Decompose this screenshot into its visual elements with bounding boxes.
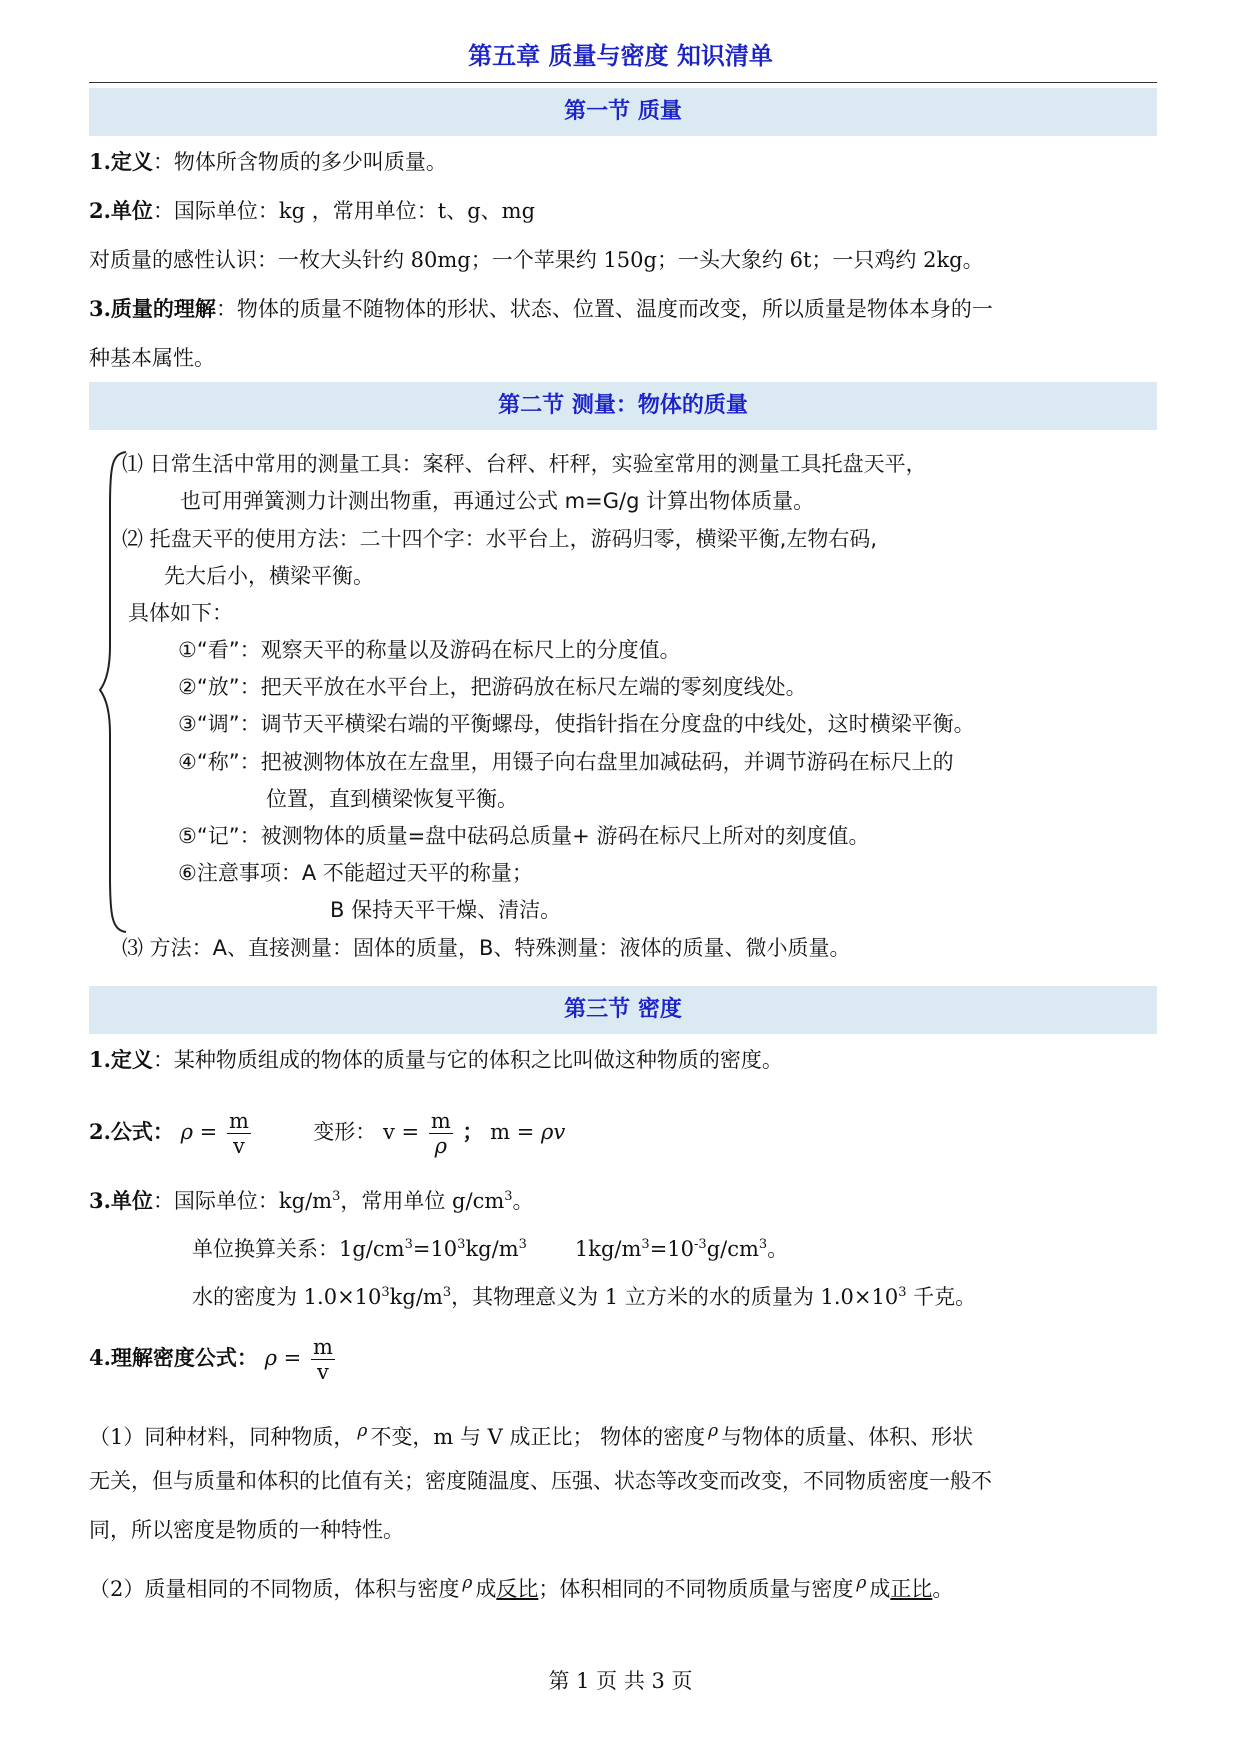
- rho-symbol-4: ρ: [708, 1421, 719, 1441]
- water-sup-1: 3: [381, 1285, 390, 1300]
- water-a: 水的密度为 1.0×10: [192, 1285, 382, 1309]
- conv-f: g/cm: [706, 1237, 759, 1261]
- rho-symbol-6: ρ: [856, 1573, 867, 1593]
- meas-line-10: 位置，直到横梁恢复平衡。: [266, 787, 518, 811]
- sec1-unit-label: 2.单位: [89, 198, 153, 223]
- meas-line-6: ①“看”：观察天平的称量以及游码在标尺上的分度值。: [178, 638, 681, 662]
- conv-sup-1: 3: [404, 1237, 413, 1252]
- meas-line-8: ③“调”：调节天平横梁右端的平衡螺母，使指针指在分度盘的中线处，这时横梁平衡。: [178, 712, 975, 736]
- sec1-unit-text: ：国际单位：kg ，常用单位：t、g、mg: [152, 199, 536, 223]
- p2-direct-proportion: 正比: [890, 1577, 933, 1601]
- fraction-denominator-3: v: [316, 1360, 329, 1384]
- sec3-understand-formula: [89, 1332, 1169, 1384]
- sec3-formula-label: 2.公式：: [89, 1119, 174, 1144]
- fraction-numerator-3: m: [312, 1335, 333, 1359]
- p2-d: 成: [869, 1577, 891, 1601]
- equals-sign-4: =: [283, 1346, 302, 1370]
- p2-b: 成: [475, 1577, 497, 1601]
- sec3-para1-line3: 同，所以密度是物质的一种特性。: [89, 1518, 404, 1542]
- conv-sup-3: 3: [518, 1237, 527, 1252]
- meas-line-1: ⑴ 日常生活中常用的测量工具：案秤、台秤、杆秤，实验室常用的测量工具托盘天平，: [122, 452, 927, 476]
- sec3-unit-sup-b: 3: [504, 1189, 513, 1204]
- water-d: 千克。: [906, 1285, 977, 1309]
- sec3-formula: [89, 1106, 1169, 1158]
- v-lhs: v: [382, 1120, 395, 1144]
- title-rule: [89, 82, 1157, 83]
- measurement-image-block: [98, 446, 1158, 976]
- sec1-definition-text: ：物体所含物质的多少叫质量。: [152, 150, 447, 174]
- sec3-definition: [89, 1045, 1169, 1075]
- meas-line-9: ④“称”：把被测物体放在左盘里，用镊子向右盘里加减砝码，并调节游码在标尺上的: [178, 750, 954, 774]
- sec1-sense: 对质量的感性认识：一枚大头针约 80mg；一个苹果约 150g；一头大象约 6t；一只鸡约 2kg。: [89, 248, 984, 272]
- sec3-unit-label: 3.单位: [89, 1188, 153, 1213]
- sec3-definition-text: ：某种物质组成的物体的质量与它的体积之比叫做这种物质的密度。: [152, 1048, 783, 1072]
- sec3-unit-a: ：国际单位：kg/m: [152, 1189, 333, 1213]
- p2-inverse-proportion: 反比: [496, 1577, 539, 1601]
- transform-label: 变形：: [313, 1120, 377, 1144]
- rho-symbol-5: ρ: [462, 1573, 473, 1593]
- conv-sup-2: 3: [457, 1237, 466, 1252]
- m-rhs: ρv: [541, 1120, 566, 1144]
- fraction-denominator: v: [232, 1134, 245, 1158]
- meas-line-2: 也可用弹簧测力计测出物重，再通过公式 m=G/g 计算出物体质量。: [180, 489, 815, 513]
- conv-e: =10: [649, 1237, 695, 1261]
- sec3-para1-line1: [89, 1416, 1169, 1452]
- sec3-understand-label: 4.理解密度公式：: [89, 1345, 258, 1370]
- rho-symbol-3: ρ: [357, 1421, 368, 1441]
- sec1-understanding: [89, 294, 1169, 324]
- water-b: kg/m: [389, 1285, 443, 1309]
- meas-line-12: ⑥注意事项：A 不能超过天平的称量；: [178, 861, 533, 885]
- equals-sign-2: =: [401, 1120, 420, 1144]
- sec1-understanding-label: 3.质量的理解: [89, 296, 216, 321]
- sec1-understanding-cont: 种基本属性。: [89, 346, 215, 370]
- meas-line-3: ⑵ 托盘天平的使用方法：二十四个字：水平台上，游码归零，横梁平衡,左物右码,: [122, 527, 878, 551]
- meas-line-4: 先大后小，横梁平衡。: [164, 564, 374, 588]
- conv-sup-4: 3: [641, 1237, 650, 1252]
- p2-a: （2）质量相同的不同物质，体积与密度: [89, 1577, 460, 1601]
- sec3-unit: [89, 1186, 1169, 1216]
- p2-e: 。: [932, 1577, 954, 1601]
- p1-b: 不变，m 与 V 成正比； 物体的密度: [370, 1425, 706, 1449]
- p1-c: 与物体的质量、体积、形状: [721, 1425, 974, 1449]
- sec3-definition-label: 1.定义: [89, 1047, 153, 1072]
- meas-line-11: ⑤“记”：被测物体的质量=盘中砝码总质量+ 游码在标尺上所对的刻度值。: [178, 824, 870, 848]
- meas-line-13: B 保持天平干燥、清洁。: [330, 898, 562, 922]
- equals-sign: =: [199, 1120, 218, 1144]
- curly-brace-icon: [98, 446, 138, 946]
- meas-line-5: 具体如下：: [128, 601, 233, 625]
- water-c: ，其物理意义为 1 立方米的水的质量为 1.0×10: [451, 1285, 899, 1309]
- water-sup-2: 3: [442, 1285, 452, 1300]
- sec1-understanding-text: ：物体的质量不随物体的形状、状态、位置、温度而改变，所以质量是物体本身的一: [215, 297, 993, 321]
- fraction-numerator: m: [228, 1109, 249, 1133]
- fraction-m-over-v-2: [311, 1335, 335, 1384]
- p1-a: （1）同种材料，同种物质，: [89, 1425, 355, 1449]
- meas-line-14: ⑶ 方法：A、直接测量：固体的质量，B、特殊测量：液体的质量、微小质量。: [122, 936, 851, 960]
- equals-sign-3: =: [516, 1120, 535, 1144]
- sec3-para2: [89, 1568, 1169, 1604]
- sec3-unit-b: ，常用单位 g/cm: [340, 1189, 505, 1213]
- document-title: 第五章 质量与密度 知识清单: [468, 42, 773, 70]
- sec1-definition-label: 1.定义: [89, 149, 153, 174]
- formula-semicolon: ；: [462, 1119, 484, 1144]
- sec1-unit: [89, 196, 1169, 226]
- sec3-water-density: [192, 1282, 1241, 1312]
- conv-d: 1kg/m: [574, 1237, 642, 1261]
- fraction-denominator-2: ρ: [434, 1134, 447, 1158]
- m-lhs: m: [490, 1120, 511, 1144]
- sec3-para1-line2: 无关，但与质量和体积的比值有关；密度随温度、压强、状态等改变而改变，不同物质密度一般不: [89, 1469, 992, 1493]
- conv-g: 。: [767, 1237, 789, 1261]
- section-1-heading: 第一节 质量: [89, 88, 1157, 136]
- fraction-m-over-rho: [429, 1109, 453, 1158]
- meas-line-7: ②“放”：把天平放在水平台上，把游码放在标尺左端的零刻度线处。: [178, 675, 807, 699]
- rho-symbol: ρ: [180, 1120, 193, 1144]
- page-footer: 第 1 页 共 3 页: [548, 1669, 693, 1693]
- sec3-unit-c: 。: [512, 1189, 534, 1213]
- conv-sup-5: -3: [694, 1237, 707, 1252]
- conv-sup-6: 3: [758, 1237, 768, 1252]
- sec3-conversion: [192, 1234, 1241, 1264]
- conv-b: =10: [412, 1237, 458, 1261]
- sec1-definition: [89, 147, 1169, 177]
- section-2-heading: 第二节 测量：物体的质量: [89, 382, 1157, 430]
- water-sup-3: 3: [898, 1285, 907, 1300]
- conv-a: 单位换算关系：1g/cm: [192, 1237, 405, 1261]
- sec3-unit-sup-a: 3: [332, 1189, 341, 1204]
- conv-c: kg/m: [465, 1237, 519, 1261]
- fraction-numerator-2: m: [430, 1109, 451, 1133]
- section-3-heading: 第三节 密度: [89, 986, 1157, 1034]
- p2-c: ；体积相同的不同物质质量与密度: [538, 1577, 854, 1601]
- rho-symbol-2: ρ: [264, 1346, 277, 1370]
- fraction-m-over-v: [227, 1109, 251, 1158]
